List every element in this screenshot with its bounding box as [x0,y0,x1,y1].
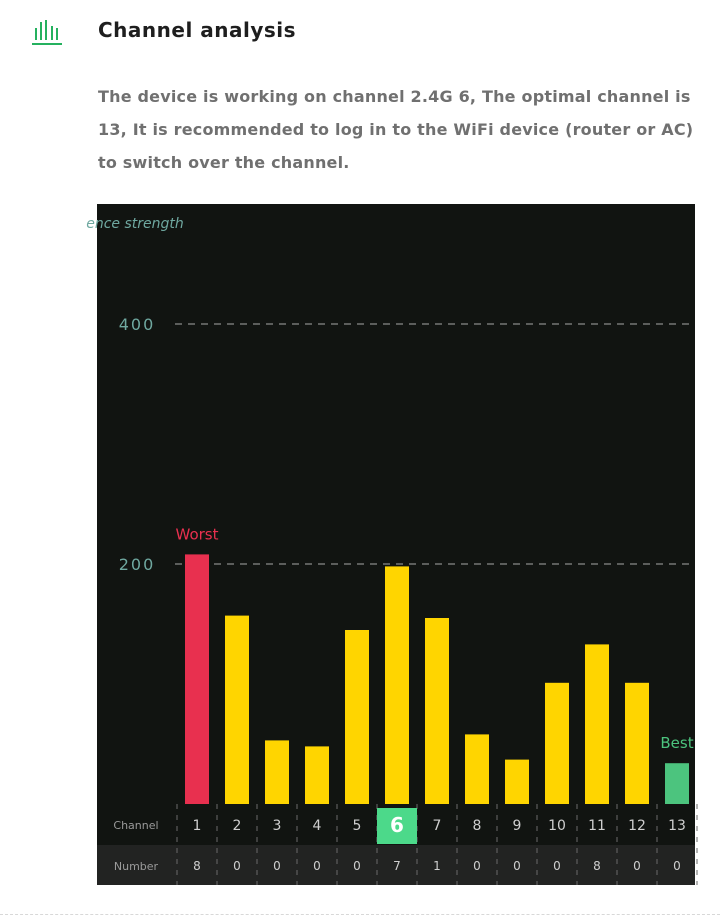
channel-tick-label: 4 [312,818,322,834]
number-value: 8 [193,859,201,873]
number-value: 0 [673,859,681,873]
bar-channel-2 [225,616,249,804]
bar-channel-10 [545,683,569,804]
bar-channel-4 [305,746,329,804]
number-value: 0 [233,859,241,873]
bar-channel-8 [465,734,489,804]
channel-tick-label: 3 [272,818,282,834]
number-value: 1 [433,859,441,873]
channel-tick-label: 9 [512,818,522,834]
divider [0,914,720,915]
number-value: 7 [393,859,401,873]
analysis-description: The device is working on channel 2.4G 6, The optimal channel is 13, It is recommended to log in to the WiFi device (router or AC) to switch over the channel. [98,87,694,172]
best-label: Best [660,734,694,753]
number-value: 0 [633,859,641,873]
number-value: 0 [313,859,321,873]
bar-channel-1 [185,554,209,804]
channel-chart [86,204,695,885]
y-tick-label: 200 [118,555,156,574]
bar-channel-11 [585,644,609,804]
bar-channel-13 [665,763,689,804]
page-title: Channel analysis [98,18,297,42]
channel-tick-label: 5 [352,818,362,834]
channel-tick-label: 7 [432,818,442,834]
bar-channel-5 [345,630,369,804]
section-header [0,0,720,70]
number-value: 0 [473,859,481,873]
channel-tick-label: 13 [668,818,686,834]
worst-label: Worst [175,525,219,544]
channel-tick-label: 12 [628,818,646,834]
number-value: 0 [273,859,281,873]
number-value: 0 [513,859,521,873]
number-value: 0 [553,859,561,873]
y-axis-label: ence strength [86,216,184,232]
number-value: 0 [353,859,361,873]
bar-channel-12 [625,683,649,804]
number-row-label: Number [113,860,159,873]
channel-tick-label: 2 [232,818,242,834]
channel-tick-label: 11 [588,818,606,834]
channel-tick-label: 1 [192,818,202,834]
current-channel-label: 6 [390,813,404,837]
channel-row-label: Channel [113,819,159,832]
number-value: 8 [593,859,601,873]
channel-tick-label: 10 [548,818,566,834]
y-tick-label: 400 [118,315,156,334]
channel-chart-svg [86,204,695,885]
bar-channel-6 [385,566,409,804]
signal-bars-icon [30,18,64,46]
bar-channel-3 [265,740,289,804]
bar-channel-7 [425,618,449,804]
bar-channel-9 [505,760,529,804]
channel-tick-label: 8 [472,818,482,834]
